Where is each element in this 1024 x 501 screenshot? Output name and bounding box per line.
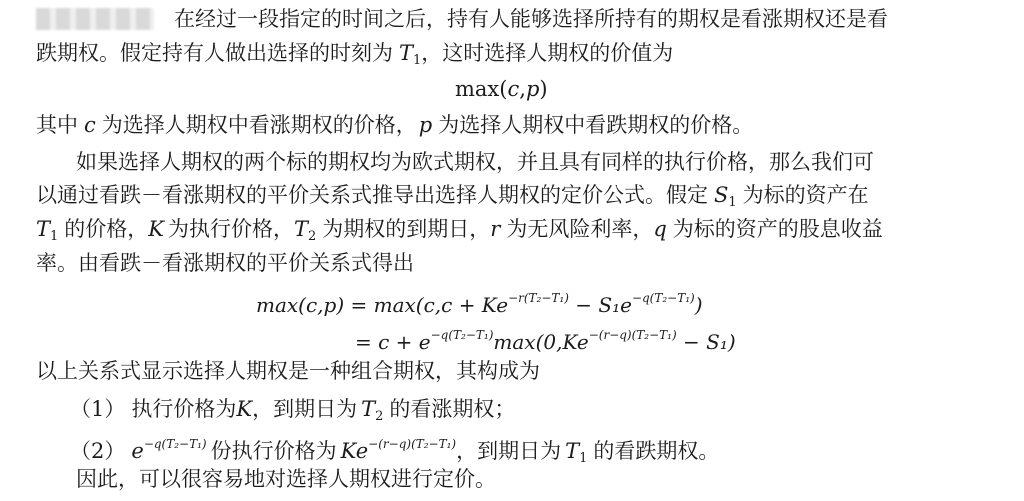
text: ，这时选择人期权的价值为 <box>421 41 674 65</box>
text: 在经过一段指定的时间之后，持有人能够选择所持有的期权是看涨期权还是看 <box>174 7 888 31</box>
comma: , <box>519 77 526 101</box>
var-K: K <box>148 217 164 241</box>
text: 为选择人期权中看跌期权的价格。 <box>438 113 754 137</box>
paragraph1-line2 <box>36 40 673 74</box>
text: 因此，可以很容易地对选择人期权进行定价。 <box>76 467 496 491</box>
paragraph3-line1 <box>36 358 540 384</box>
text: ，到期日为 <box>252 397 358 421</box>
paren: ) <box>539 77 548 101</box>
var-T: T <box>36 217 51 241</box>
exponent: −q(T₂−T₁) <box>143 437 207 451</box>
var-p: p <box>418 113 433 137</box>
var-K: Ke <box>340 439 369 463</box>
var-K: K <box>236 397 253 421</box>
exponent: −r(T₂−T₁) <box>508 291 569 305</box>
text: 为执行价格， <box>168 217 294 241</box>
text: 执行价格为 <box>131 397 237 421</box>
where-line <box>36 112 753 138</box>
exponent: −(r−q)(T₂−T₁) <box>588 328 677 342</box>
formula-part: = c + e <box>355 330 431 354</box>
text: 为选择人期权中看涨期权的价格， <box>101 113 417 137</box>
text: 为期权的到期日， <box>322 217 491 241</box>
text: 率。由看跌－看涨期权的平价关系式得出 <box>36 251 414 275</box>
formula-part: max(c,p) = max(c,c + Ke <box>256 293 509 317</box>
list-number: （1） <box>70 397 126 421</box>
paragraph2-line1 <box>76 149 874 175</box>
formula-2 <box>256 285 703 318</box>
list-number: （2） <box>70 439 126 463</box>
exponent: −(r−q)(T₂−T₁) <box>368 437 457 451</box>
text: 为标的资产在 <box>742 183 869 207</box>
text: 以通过看跌－看涨期权的平价关系式推导出选择人期权的定价公式。假定 <box>36 183 708 207</box>
var-T: T <box>361 397 376 421</box>
fn: max( <box>455 77 508 101</box>
text: 的价格， <box>64 217 149 241</box>
subscript: 1 <box>728 195 737 210</box>
formula-part: − S₁e <box>568 293 632 317</box>
var-c: c <box>84 113 96 137</box>
text: 的看涨期权； <box>389 397 516 421</box>
list-item-1 <box>70 396 515 430</box>
formula-part: − S₁) <box>676 330 736 354</box>
var-q: q <box>653 217 667 241</box>
text: 其中 <box>36 113 78 137</box>
paragraph2-line2 <box>36 182 869 216</box>
text: 跌期权。假定持有人做出选择的时刻为 <box>36 41 393 65</box>
var-c: c <box>507 77 520 101</box>
subscript: 2 <box>375 409 384 424</box>
var-T: T <box>399 41 414 65</box>
text: 如果选择人期权的两个标的期权均为欧式期权，并且具有同样的执行价格，那么我们可 <box>76 150 874 174</box>
var-r: r <box>490 217 501 241</box>
text: 为标的资产的股息收益 <box>672 217 883 241</box>
text: 份执行价格为 <box>210 439 337 463</box>
paragraph2-line3 <box>36 216 883 250</box>
formula-part: ) <box>694 293 703 317</box>
conclusion <box>76 466 496 492</box>
subscript: 1 <box>413 53 422 68</box>
paragraph1-line1 <box>174 6 888 32</box>
formula-max-cp <box>455 76 548 102</box>
subscript: 1 <box>579 451 588 466</box>
text: ，到期日为 <box>456 439 562 463</box>
paragraph2-line4 <box>36 250 414 276</box>
var-e: e <box>131 439 144 463</box>
var-p: p <box>525 77 540 101</box>
var-T: T <box>294 217 309 241</box>
subscript: 1 <box>50 229 59 244</box>
exponent: −q(T₂−T₁) <box>430 328 494 342</box>
text: 以上关系式显示选择人期权是一种组合期权，其构成为 <box>36 359 540 383</box>
text: 为无风险利率， <box>506 217 654 241</box>
redacted-text <box>36 8 154 30</box>
exponent: −q(T₂−T₁) <box>631 291 695 305</box>
var-T: T <box>565 439 580 463</box>
formula-part: max(0,Ke <box>493 330 589 354</box>
formula-3 <box>355 322 736 355</box>
subscript: 2 <box>308 229 317 244</box>
text: 的看跌期权。 <box>593 439 720 463</box>
var-S: S <box>714 183 729 207</box>
